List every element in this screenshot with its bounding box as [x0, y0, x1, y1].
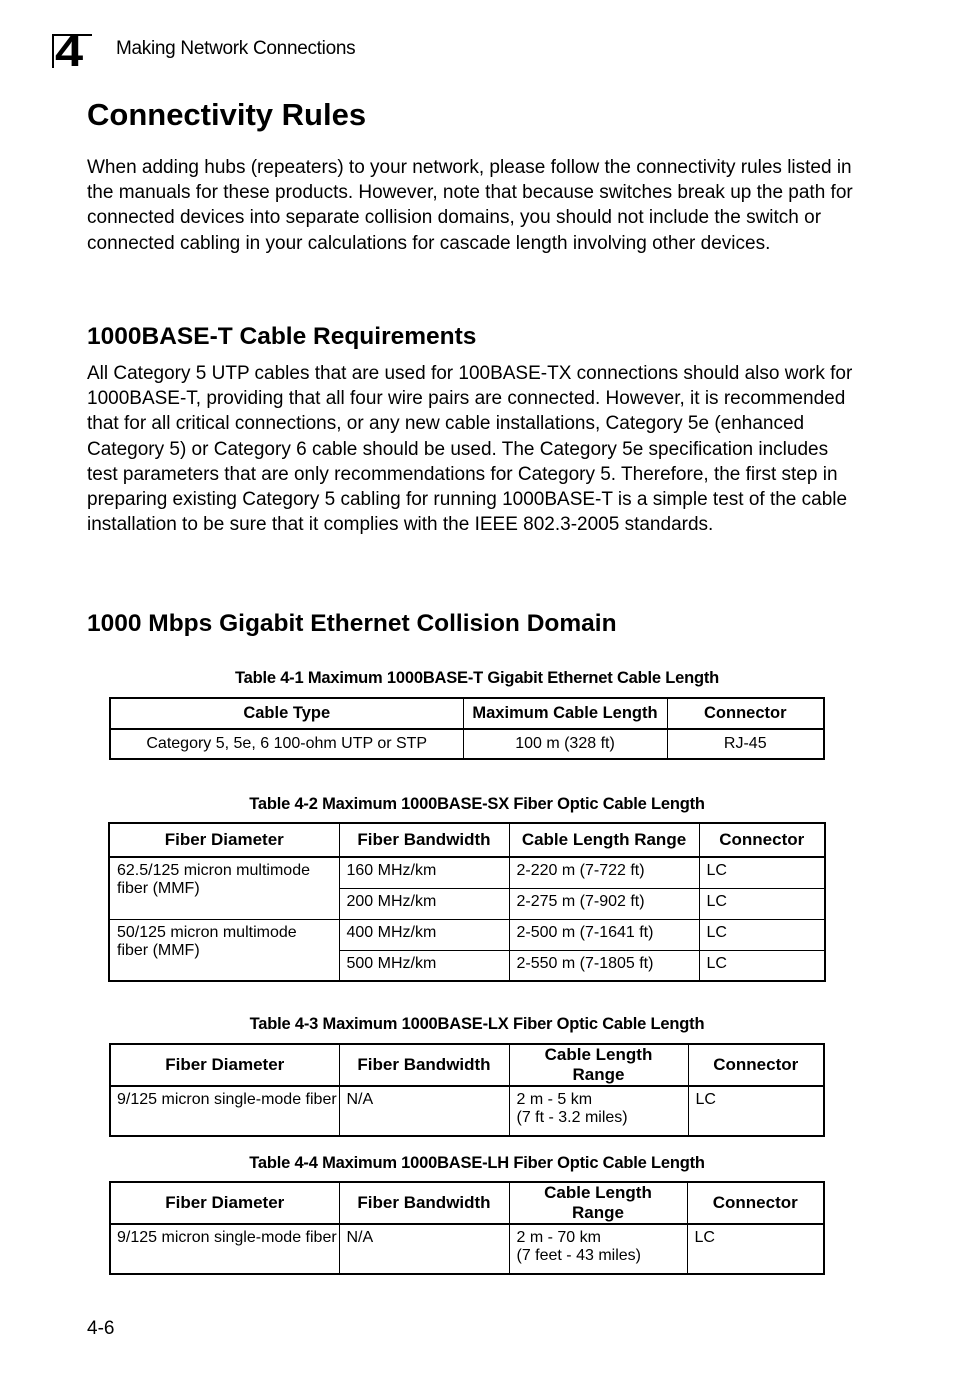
column-header: Connector — [667, 698, 824, 729]
table-4-3-caption: Table 4-3 Maximum 1000BASE-LX Fiber Optic Cable Length — [249, 1015, 705, 1033]
table-cell: 160 MHz/km — [339, 857, 509, 888]
table-row — [110, 729, 824, 759]
column-header: Connector — [687, 1182, 824, 1224]
fiber-diameter-cell: 50/125 micron multimode fiber (MMF) — [109, 919, 339, 981]
table-cell: 2-275 m (7-902 ft) — [509, 888, 699, 919]
column-header: Cable Length Range — [509, 1182, 687, 1224]
fiber-diameter-cell: 62.5/125 micron multimode fiber (MMF) — [109, 857, 339, 919]
table-cell: N/A — [339, 1224, 509, 1274]
collision-domain-heading: 1000 Mbps Gigabit Ethernet Collision Domain — [87, 610, 617, 637]
table-4-4 — [109, 1181, 825, 1275]
table-row — [110, 1086, 824, 1136]
table-cell: 100 m (328 ft) — [463, 729, 667, 759]
table-cell: LC — [688, 1086, 824, 1136]
column-header: Connector — [699, 823, 825, 857]
length-range-imperial: (7 feet - 43 miles) — [516, 1247, 641, 1264]
table-cell: RJ-45 — [667, 729, 824, 759]
column-header: Cable Type — [110, 698, 463, 729]
table-cell: LC — [699, 857, 825, 888]
column-header: Cable Length Range — [509, 823, 699, 857]
table-4-1 — [109, 697, 825, 760]
column-header: Fiber Bandwidth — [339, 823, 509, 857]
table-cell: LC — [699, 950, 825, 981]
table-cell: LC — [699, 888, 825, 919]
length-range-cell — [509, 1224, 687, 1274]
table-cell: 200 MHz/km — [339, 888, 509, 919]
table-row — [110, 1224, 824, 1274]
page-title: Connectivity Rules — [87, 97, 367, 132]
page-number: 4-6 — [87, 1318, 115, 1339]
table-cell: 400 MHz/km — [339, 919, 509, 950]
column-header: Maximum Cable Length — [463, 698, 667, 729]
intro-paragraph: When adding hubs (repeaters) to your network, please follow the connectivity rules listed in the manuals for these products. However, note that because switches break up the path for connected devices into separate collision domains, you should not include the switch or connected cabling in your calculations for cascade length involving other devices. — [87, 157, 853, 254]
length-range-cell — [509, 1086, 688, 1136]
table-cell: N/A — [339, 1086, 509, 1136]
table-cell: 2-220 m (7-722 ft) — [509, 857, 699, 888]
table-cell: LC — [699, 919, 825, 950]
column-header: Fiber Bandwidth — [339, 1044, 509, 1086]
table-4-2-caption: Table 4-2 Maximum 1000BASE-SX Fiber Optic Cable Length — [249, 795, 705, 813]
table-4-3 — [109, 1043, 825, 1137]
table-cell: Category 5, 5e, 6 100-ohm UTP or STP — [110, 729, 463, 759]
chapter-number-badge — [52, 27, 96, 76]
cable-requirements-paragraph: All Category 5 UTP cables that are used for 100BASE-TX connections should also work for 1000BASE-T, providing that all four wire pairs are connected. However, it is recommended that for all critical connections, or any new cable installations, Category 5e (enhanced Category 5) or Category 6 cable should be used. The Category 5e specification includes test parameters that are only recommendations for Category 5. Therefore, the first step in preparing existing Category 5 cabling for running 1000BASE-T is a simple test of the cable installation to be sure that it complies with the IEEE 802.3-2005 standards. — [87, 363, 853, 536]
column-header: Fiber Diameter — [110, 1182, 339, 1224]
running-header-title: Making Network Connections — [116, 38, 356, 59]
length-range-metric: 2 m - 70 km — [516, 1229, 601, 1246]
table-4-2 — [108, 822, 826, 982]
length-range-imperial: (7 ft - 3.2 miles) — [516, 1109, 628, 1126]
table-cell: LC — [687, 1224, 824, 1274]
table-row — [109, 857, 825, 888]
table-cell: 9/125 micron single-mode fiber — [110, 1086, 339, 1136]
column-header: Fiber Bandwidth — [339, 1182, 509, 1224]
table-cell: 2-550 m (7-1805 ft) — [509, 950, 699, 981]
column-header: Cable Length Range — [509, 1044, 688, 1086]
column-header: Fiber Diameter — [109, 823, 339, 857]
table-row — [109, 919, 825, 950]
chapter-number: 4 — [55, 27, 84, 76]
column-header: Connector — [688, 1044, 824, 1086]
table-cell: 2-500 m (7-1641 ft) — [509, 919, 699, 950]
length-range-metric: 2 m - 5 km — [516, 1091, 593, 1108]
cable-requirements-heading: 1000BASE-T Cable Requirements — [87, 323, 477, 350]
table-cell: 500 MHz/km — [339, 950, 509, 981]
table-4-4-caption: Table 4-4 Maximum 1000BASE-LH Fiber Optic Cable Length — [249, 1154, 705, 1172]
column-header: Fiber Diameter — [110, 1044, 339, 1086]
table-cell: 9/125 micron single-mode fiber — [110, 1224, 339, 1274]
table-4-1-caption: Table 4-1 Maximum 1000BASE-T Gigabit Ethernet Cable Length — [234, 669, 720, 687]
